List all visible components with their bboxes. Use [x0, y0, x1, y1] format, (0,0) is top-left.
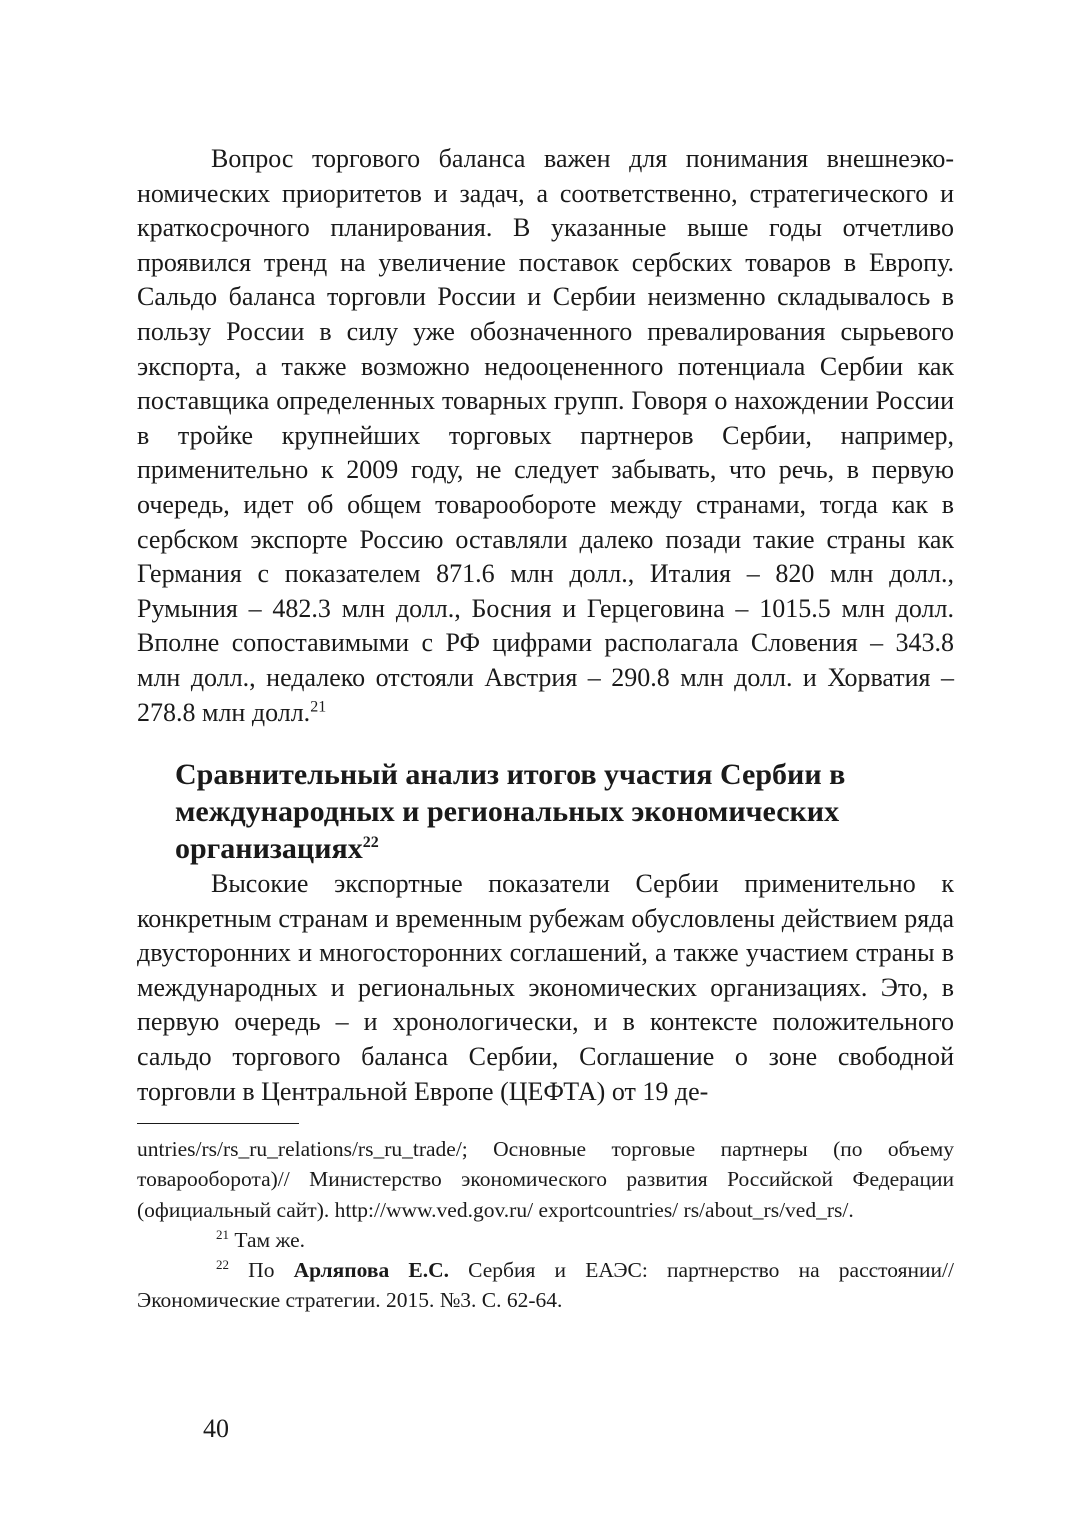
- paragraph-2-text: Высокие экспортные показатели Сербии применительно к конкретным странам и временным рубежам обусловлены действием ряда двусторонних и многосторонних соглашений, а также участием страны в международных и региональных экономических организациях. Это, в первую очередь – и хронологически, и в контексте положительного сальдо торгового баланса Сербии, Соглашение о зоне свободной торговли в Центральной Европе (ЦЕФТА) от 19 де-: [137, 869, 954, 1106]
- footnote-separator: [137, 1123, 299, 1124]
- footnote-22-text: Сербия и ЕАЭС: партнерство на расстоянии// Экономические стратегии. 2015. №3. С. 62-64.: [137, 1258, 954, 1313]
- section-heading-text: Сравнительный анализ итогов участия Сербии в международных и региональных экономических организациях: [175, 758, 846, 866]
- footnote-21-text: Там же.: [229, 1227, 305, 1252]
- footnote-ref-21: 21: [310, 697, 327, 715]
- footnotes: [137, 1134, 954, 1315]
- footnote-22-marker: 22: [216, 1256, 229, 1272]
- footnote-21-marker: 21: [216, 1226, 229, 1242]
- body-paragraph-2: [137, 867, 954, 1109]
- footnote-22: [137, 1255, 954, 1315]
- body-paragraph-1: [137, 142, 954, 730]
- section-heading: [175, 756, 954, 867]
- footnote-21: [137, 1225, 954, 1255]
- footnote-continuation-text: untries/rs/rs_ru_relations/rs_ru_trade/; Основные торговые партнеры (по объему товарооборота)// Министерство экономического развития Российской Федерации (официальный сайт). http://www.ved.gov.ru/ exportcountries/ rs/about_rs/ved_rs/.: [137, 1137, 954, 1222]
- footnote-22-prefix: По: [229, 1258, 294, 1283]
- footnote-continuation: [137, 1134, 954, 1225]
- page-number: 40: [203, 1414, 229, 1443]
- footnote-ref-22: 22: [362, 834, 379, 852]
- page-content: [137, 140, 954, 1315]
- footnote-22-author: Арляпова Е.С.: [293, 1258, 449, 1283]
- paragraph-1-text: Вопрос торгового баланса важен для понимания внешнеэкономических приоритетов и задач, а соответственно, стратегического и краткосрочного планирования. В указанные выше годы отчетливо проявился тренд на увеличение поставок сербских товаров в Европу. Сальдо баланса торговли России и Сербии неизменно складывалось в пользу России в силу уже обозначенного превалирования сырьевого экспорта, а также возможно недооцененного потенциала Сербии как поставщика определенных товарных групп. Говоря о нахождении России в тройке крупнейших торговых партнеров Сербии, например, применительно к 2009 году, не следует забывать, что речь, в первую очередь, идет об общем товарообороте между странами, тогда как в сербском экспорте Россию оставляли далеко позади такие страны как Германия с показателем 871.6 млн долл., Италия – 820 млн долл., Румыния – 482.3 млн долл., Босния и Герцеговина – 1015.5 млн долл. Вполне сопоставимыми с РФ цифрами располагала Словения – 343.8 млн долл., недалеко отстояли Австрия – 290.8 млн долл. и Хорватия – 278.8 млн долл.: [137, 144, 954, 727]
